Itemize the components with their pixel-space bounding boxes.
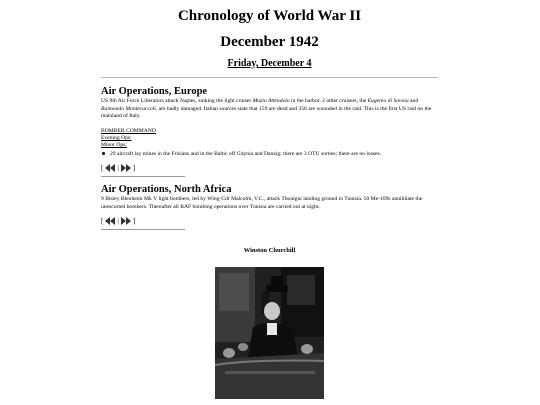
divider	[101, 229, 185, 230]
double-right-arrow-icon[interactable]	[120, 217, 132, 225]
bullet-icon	[102, 152, 105, 155]
minor-ops-label: Minor Ops:	[101, 142, 127, 148]
bomber-command-label: BOMBER COMMAND	[101, 128, 156, 134]
ship-name: Muzio Attendolo	[252, 98, 290, 104]
month-heading: December 1942	[220, 34, 319, 50]
section-body-air-ops-europe: US 9th Air Force Liberators attack Naples, sinking the light cruiser Muzio Attendolo in the harbor. 2 other cruisers, the Eugenio di Savoia and Raimondo Montecuccoli, are badly damaged. Italian sources state that 159 are dead and 358 are wounded in the raid. This is the first US raid on the mainland of Italy.	[101, 98, 432, 120]
photo-caption: Winston Churchill	[243, 247, 296, 254]
double-left-arrow-icon[interactable]	[104, 164, 116, 172]
photo-illustration	[215, 267, 324, 399]
evening-ops-label: Evening Ops:	[101, 135, 132, 141]
day-heading: Friday, December 4	[227, 58, 312, 69]
page-title: Chronology of World War II	[177, 8, 362, 24]
divider	[101, 176, 185, 177]
ship-name: Eugenio di Savoia	[367, 98, 409, 104]
double-right-arrow-icon[interactable]	[120, 164, 132, 172]
list-item: 29 aircraft lay mines in the Frisians and in the Baltic off Gdynia and Danzig; there are 3 OTU sorties; there are no losses.	[101, 151, 381, 158]
section-heading-air-ops-north-africa: Air Operations, North Africa	[101, 184, 232, 195]
divider	[101, 77, 438, 78]
section-heading-air-ops-europe: Air Operations, Europe	[101, 86, 208, 97]
section-body-air-ops-north-africa: 9 Bisley Blenheim Mk V light bombers, led by Wing-Cdr Malcolm, V.C., attack Thouigui landing ground in Tunisia. 50 Me-109s annihilate the unescorted bombers. Thereafter all RAF bombing operations over Tunisia are carried out at night.	[101, 196, 423, 210]
ship-name: Raimondo Montecuccoli	[101, 105, 156, 112]
churchill-photo	[215, 267, 324, 399]
double-left-arrow-icon[interactable]	[104, 217, 116, 225]
section-nav: [ | ]	[101, 217, 136, 225]
section-nav: [ | ]	[101, 164, 136, 172]
